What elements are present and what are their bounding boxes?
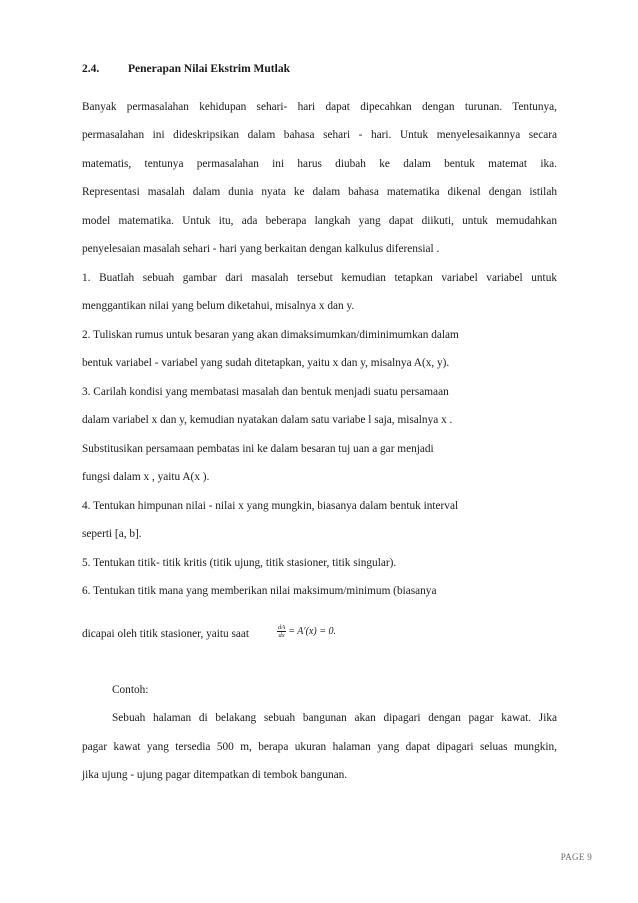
section-number: 2.4. bbox=[82, 63, 100, 75]
intro-line: Banyak permasalahan kehidupan sehari- hari dapat dipecahkan dengan turunan. Tentunya, bbox=[82, 101, 557, 113]
step-line: 2. Tuliskan rumus untuk besaran yang akan dimaksimumkan/diminimumkan dalam bbox=[82, 329, 459, 341]
fraction-denominator: dx bbox=[278, 632, 285, 639]
formula-rest: = A′(x) = 0. bbox=[288, 625, 336, 637]
step-line: seperti [a, b]. bbox=[82, 528, 142, 540]
step-line: dalam variabel x dan y, kemudian nyatakan dalam satu variabe l saja, misalnya x . bbox=[82, 414, 453, 426]
step-line: 3. Carilah kondisi yang membatasi masalah dan bentuk menjadi suatu persamaan bbox=[82, 386, 449, 398]
step-line: 1. Buatlah sebuah gambar dari masalah tersebut kemudian tetapkan variabel variabel untuk bbox=[82, 272, 557, 284]
example-line: pagar kawat yang tersedia 500 m, berapa ukuran halaman yang dapat dipagari seluas mungkin, bbox=[82, 741, 557, 753]
intro-line: model matematika. Untuk itu, ada beberapa langkah yang dapat diikuti, untuk memudahkan bbox=[82, 215, 557, 227]
step-line: dicapai oleh titik stasioner, yaitu saat bbox=[82, 628, 250, 640]
intro-line: penyelesaian masalah sehari - hari yang berkaitan dengan kalkulus diferensial . bbox=[82, 243, 440, 255]
intro-line: matematis, tentunya permasalahan ini harus diubah ke dalam bentuk matemat ika. bbox=[82, 158, 557, 170]
example-line: jika ujung - ujung pagar ditempatkan di tembok bangunan. bbox=[82, 769, 348, 781]
fraction-numerator: dA bbox=[278, 624, 286, 631]
derivative-formula bbox=[277, 624, 336, 639]
derivative-fraction bbox=[277, 624, 286, 639]
example-label: Contoh: bbox=[112, 684, 149, 696]
step-line: 6. Tentukan titik mana yang memberikan nilai maksimum/minimum (biasanya bbox=[82, 585, 437, 597]
example-line: Sebuah halaman di belakang sebuah bangunan akan dipagari dengan pagar kawat. Jika bbox=[112, 712, 557, 724]
intro-line: permasalahan ini dideskripsikan dalam bahasa sehari - hari. Untuk menyelesaikannya secara bbox=[82, 129, 557, 141]
step-line: bentuk variabel - variabel yang sudah ditetapkan, yaitu x dan y, misalnya A(x, y). bbox=[82, 357, 450, 369]
step-line: fungsi dalam x , yaitu A(x ). bbox=[82, 471, 210, 483]
step-line: 5. Tentukan titik- titik kritis (titik ujung, titik stasioner, titik singular). bbox=[82, 557, 397, 569]
step-line: menggantikan nilai yang belum diketahui, misalnya x dan y. bbox=[82, 300, 355, 312]
intro-line: Representasi masalah dalam dunia nyata ke dalam bahasa matematika dikenal dengan istilah bbox=[82, 186, 557, 198]
page-number: PAGE 9 bbox=[560, 852, 592, 862]
step-line: Substitusikan persamaan pembatas ini ke dalam besaran tuj uan a gar menjadi bbox=[82, 443, 434, 455]
section-title: Penerapan Nilai Ekstrim Mutlak bbox=[128, 63, 290, 75]
step-line: 4. Tentukan himpunan nilai - nilai x yang mungkin, biasanya dalam bentuk interval bbox=[82, 500, 459, 512]
